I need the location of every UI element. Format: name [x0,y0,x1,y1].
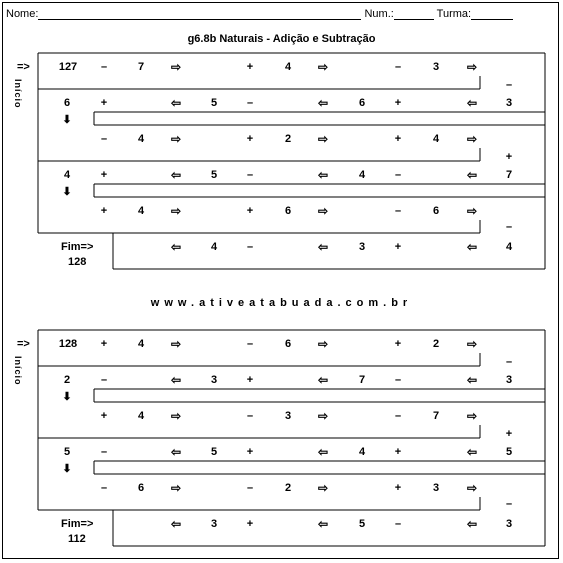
path-arrow-icon: ⇨ [466,481,478,495]
path-arrow-icon: ⇨ [170,132,182,146]
class-label: Turma: [436,8,472,20]
maze-token: 4 [432,133,440,145]
start-arrow: => [17,61,30,73]
maze-token: 6 [358,97,366,109]
maze-token: 4 [137,338,145,350]
maze-token: 5 [63,446,71,458]
path-arrow-icon: ⇨ [466,204,478,218]
maze-token: – [246,410,254,422]
maze-token: 3 [432,61,440,73]
maze-token: 7 [505,169,513,181]
maze-token: – [394,518,402,530]
maze-token: 4 [358,169,366,181]
path-arrow-icon: ⇦ [170,96,182,110]
maze-token: – [100,133,108,145]
path-arrow-icon: ⇨ [466,409,478,423]
maze-token: + [100,410,108,422]
turn-operator: – [505,79,513,91]
maze-token: 7 [137,61,145,73]
down-arrow-icon: ⬇ [62,114,72,126]
start-label: Início [13,356,23,386]
maze-token: 3 [505,97,513,109]
maze-token: 3 [432,482,440,494]
maze-token: 5 [358,518,366,530]
path-arrow-icon: ⇦ [466,517,478,531]
maze-token: + [394,97,402,109]
path-arrow-icon: ⇨ [317,60,329,74]
turn-operator: + [505,151,513,163]
path-arrow-icon: ⇨ [466,337,478,351]
maze-token: + [394,241,402,253]
path-arrow-icon: ⇦ [466,373,478,387]
path-arrow-icon: ⇨ [317,481,329,495]
maze-path-lines [0,327,563,547]
path-arrow-icon: ⇦ [317,517,329,531]
path-arrow-icon: ⇦ [170,517,182,531]
maze-token: – [246,338,254,350]
maze-token: – [394,205,402,217]
path-arrow-icon: ⇦ [466,445,478,459]
down-arrow-icon: ⬇ [62,186,72,198]
maze-token: + [246,374,254,386]
maze-token: + [394,133,402,145]
path-arrow-icon: ⇦ [317,373,329,387]
path-arrow-icon: ⇨ [170,60,182,74]
maze-token: 7 [358,374,366,386]
website-url: www.ativeatabuada.com.br [150,297,413,309]
maze-token: 7 [432,410,440,422]
maze-token: – [394,374,402,386]
maze-token: 4 [137,410,145,422]
turn-operator: – [505,498,513,510]
maze-token: 127 [58,61,78,73]
path-arrow-icon: ⇦ [317,96,329,110]
maze-token: + [246,61,254,73]
maze-token: + [100,97,108,109]
maze-token: 4 [137,133,145,145]
maze-token: 2 [63,374,71,386]
maze-token: 4 [358,446,366,458]
path-arrow-icon: ⇨ [317,337,329,351]
turn-operator: + [505,428,513,440]
end-label: Fim=> [61,518,94,530]
path-arrow-icon: ⇦ [317,445,329,459]
path-arrow-icon: ⇨ [170,481,182,495]
path-arrow-icon: ⇨ [317,409,329,423]
path-arrow-icon: ⇨ [466,132,478,146]
maze-token: – [100,482,108,494]
maze-token: 4 [284,61,292,73]
num-label: Num.: [364,8,394,20]
path-arrow-icon: ⇨ [170,204,182,218]
maze-token: + [246,446,254,458]
maze-token: 2 [284,133,292,145]
maze-token: – [394,169,402,181]
path-arrow-icon: ⇦ [317,168,329,182]
maze-token: 6 [284,338,292,350]
maze-token: + [100,338,108,350]
maze-token: 6 [284,205,292,217]
maze-token: 5 [210,169,218,181]
maze-token: + [394,338,402,350]
maze-token: 3 [210,518,218,530]
class-line[interactable] [471,8,513,20]
maze-token: 2 [432,338,440,350]
path-arrow-icon: ⇦ [466,96,478,110]
path-arrow-icon: ⇦ [466,240,478,254]
maze-token: 3 [284,410,292,422]
maze-token: + [246,205,254,217]
maze-path-lines [0,50,563,270]
maze-token: 5 [505,446,513,458]
maze-token: + [100,205,108,217]
maze-token: 3 [505,374,513,386]
maze-2 [0,327,563,547]
path-arrow-icon: ⇦ [317,240,329,254]
down-arrow-icon: ⬇ [62,463,72,475]
maze-token: 6 [137,482,145,494]
path-arrow-icon: ⇦ [170,373,182,387]
maze-token: 4 [137,205,145,217]
name-label: Nome: [6,8,39,20]
maze-token: + [246,518,254,530]
maze-token: – [100,374,108,386]
maze-token: 4 [505,241,513,253]
maze-token: – [100,446,108,458]
maze-token: 3 [210,374,218,386]
path-arrow-icon: ⇦ [170,240,182,254]
maze-token: + [394,482,402,494]
maze-token: + [246,133,254,145]
maze-token: – [100,61,108,73]
path-arrow-icon: ⇨ [317,132,329,146]
name-line[interactable] [38,8,361,20]
num-line[interactable] [394,8,434,20]
page-title: g6.8b Naturais - Adição e Subtração [187,33,376,45]
maze-token: 4 [210,241,218,253]
turn-operator: – [505,221,513,233]
maze-token: – [246,241,254,253]
path-arrow-icon: ⇨ [170,337,182,351]
maze-token: 5 [210,446,218,458]
start-arrow: => [17,338,30,350]
maze-token: – [246,169,254,181]
maze-token: 4 [63,169,71,181]
path-arrow-icon: ⇨ [170,409,182,423]
maze-token: 6 [63,97,71,109]
path-arrow-icon: ⇨ [317,204,329,218]
path-arrow-icon: ⇦ [170,445,182,459]
student-header [6,8,556,22]
result-answer: 128 [68,256,87,268]
maze-token: 3 [358,241,366,253]
path-arrow-icon: ⇦ [170,168,182,182]
maze-token: 3 [505,518,513,530]
maze-token: + [394,446,402,458]
maze-token: 2 [284,482,292,494]
end-label: Fim=> [61,241,94,253]
maze-token: – [246,482,254,494]
turn-operator: – [505,356,513,368]
result-answer: 112 [68,533,86,545]
maze-token: + [100,169,108,181]
maze-token: 6 [432,205,440,217]
path-arrow-icon: ⇨ [466,60,478,74]
maze-token: 128 [58,338,78,350]
maze-token: 5 [210,97,218,109]
path-arrow-icon: ⇦ [466,168,478,182]
maze-token: – [394,61,402,73]
start-label: Início [13,79,23,109]
maze-token: – [394,410,402,422]
maze-1 [0,50,563,270]
maze-token: – [246,97,254,109]
down-arrow-icon: ⬇ [62,391,72,403]
